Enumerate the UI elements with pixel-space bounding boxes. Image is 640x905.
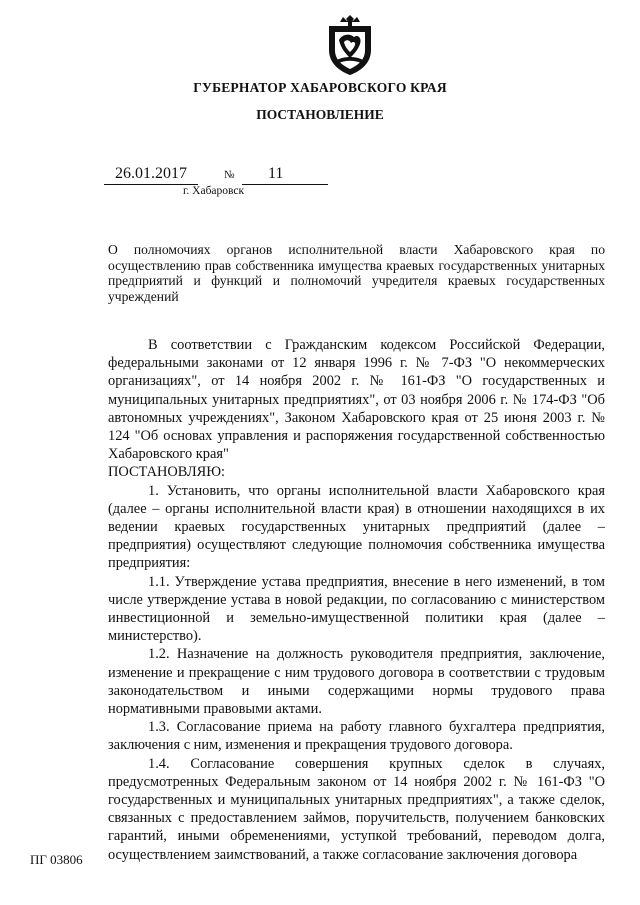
document-date: 26.01.2017: [104, 165, 198, 185]
resolves-heading: ПОСТАНОВЛЯЮ:: [108, 464, 226, 481]
document-title: О полномочиях органов исполнительной власти Хабаровского края по осуществлению прав собственника имущества краевых государственных унитарных предприятий и функций и полномочий учредителя краевых государственных учреждений: [108, 242, 605, 304]
document-number-field: [242, 165, 328, 185]
form-code: ПГ 03806: [30, 852, 83, 867]
number-sign: №: [224, 169, 235, 181]
khabarovsk-coat-of-arms-icon: [324, 14, 376, 76]
clause-1-1: 1.1. Утверждение устава предприятия, внесение в него изменений, в том числе утверждение устава в новой редакции, по согласованию с министерством инвестиционной и земельно-имущественной политики края (далее – министерство).: [108, 573, 605, 645]
document-body: [108, 336, 605, 864]
preamble-paragraph: В соответствии с Гражданским кодексом Российской Федерации, федеральными законами от 12 января 1996 г. № 7-ФЗ "О некоммерческих организациях", от 14 ноября 2002 г. № 161-ФЗ "О государственных и муниципальных унитарных предприятиях", от 03 ноября 2006 г. № 174-ФЗ "Об автономных учреждениях", Законом Хабаровского края от 25 июня 2003 г. № 124 "Об основах управления и распоряжения государственной собственностью Хабаровского края": [108, 337, 605, 463]
clause-1-3: 1.3. Согласование приема на работу главного бухгалтера предприятия, заключения с ним, изменения и прекращения трудового договора.: [108, 719, 605, 754]
clause-1: 1. Установить, что органы исполнительной власти Хабаровского края (далее – органы исполнительной власти края) в отношении находящихся в их ведении краевых государственных унитарных предприятий (далее – предприятия) осуществляют следующие полномочия собственника имущества предприятия:: [108, 482, 605, 572]
issuing-authority: ГУБЕРНАТОР ХАБАРОВСКОГО КРАЯ: [193, 80, 447, 95]
document-number: 11: [268, 165, 284, 182]
clause-1-4: 1.4. Согласование совершения крупных сделок в случаях, предусмотренных Федеральным законом от 14 ноября 2002 г. № 161-ФЗ "О государственных и муниципальных унитарных предприятиях", а также сделок, связанных с предоставлением займов, поручительств, получением банковских гарантий, иными обременениями, уступкой требований, переводом долга, осуществлением заимствований, а также согласование заключения договора: [108, 755, 605, 863]
document-type: ПОСТАНОВЛЕНИЕ: [256, 107, 384, 122]
issue-city: г. Хабаровск: [183, 185, 245, 197]
clause-1-2: 1.2. Назначение на должность руководителя предприятия, заключение, изменение и прекращение с ним трудового договора в соответствии с трудовым законодательством и иными содержащими нормы трудового права нормативными правовыми актами.: [108, 646, 605, 718]
